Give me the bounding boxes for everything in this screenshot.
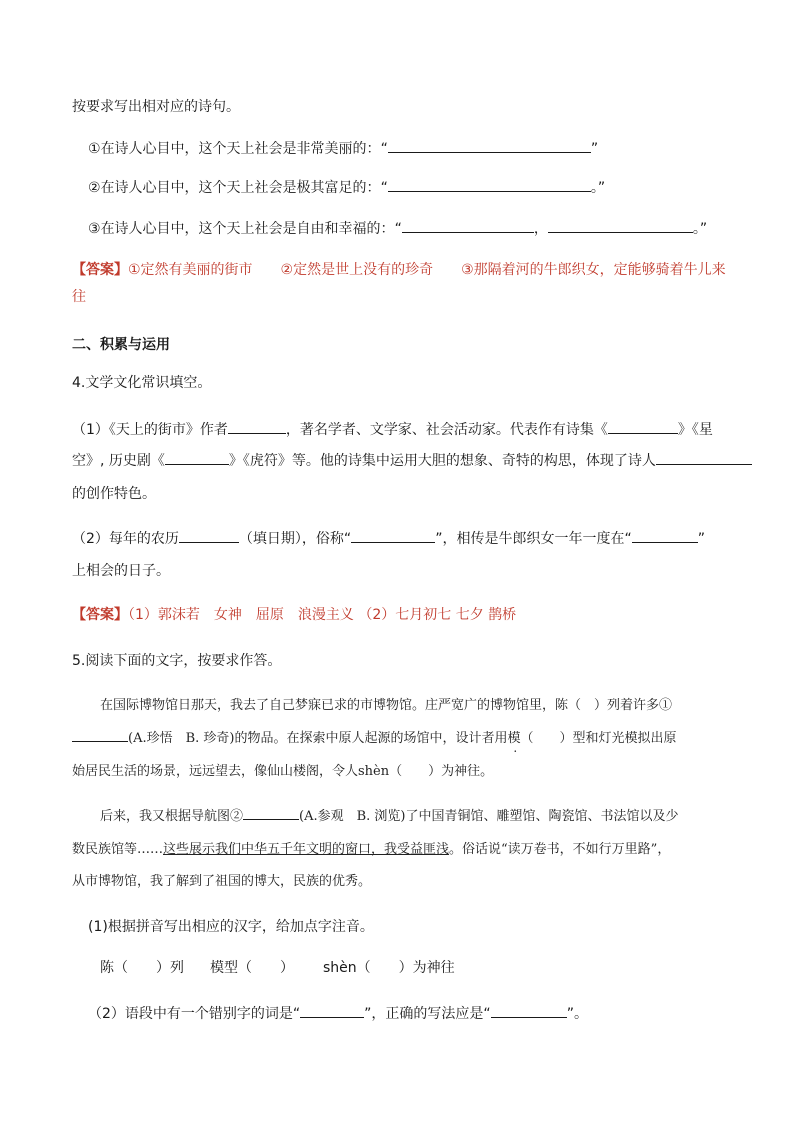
passage-line: 始居民生活的场景，远远望去，像仙山楼阁，令人shèn（ ）为神往。 xyxy=(72,764,494,779)
question-1: ①在诗人心目中，这个天上社会是非常美丽的：“ ” xyxy=(88,138,598,158)
dotted-char: 模 xyxy=(507,731,521,746)
question-3: ③在诗人心目中，这个天上社会是自由和幸福的：“ ， 。” xyxy=(88,218,707,238)
section-heading: 二、积累与运用 xyxy=(72,337,170,353)
answer-blank[interactable] xyxy=(388,177,591,192)
sub-question-1: (1)根据拼音写出相应的汉字，给加点字注音。 xyxy=(88,919,374,935)
question-2: ②在诗人心目中，这个天上社会是极其富足的：“ 。” xyxy=(88,177,605,197)
passage-line: 从市博物馆，我了解到了祖国的博大，民族的优秀。 xyxy=(72,874,372,889)
answer-line: 【答案】①定然有美丽的街市 ②定然是世上没有的珍奇 ③那隔着河的牛郎织女，定能够骑着牛儿来 xyxy=(72,262,726,278)
passage-line: 后来，我又根据导航图② (A.参观 B. 浏览)了中国青铜馆、雕塑馆、陶瓷馆、书法馆以及少 xyxy=(100,805,679,824)
underlined-sentence: 这些展示我们中华五千年文明的窗口，我受益匪浅 xyxy=(163,842,450,857)
answer-blank[interactable] xyxy=(351,528,435,543)
instruction-text: 按要求写出相对应的诗句。 xyxy=(72,99,240,115)
passage-line: (A.珍悟 B. 珍奇)的物品。在探索中原人起源的场馆中，设计者用模（ ）型和灯光模拟出原 xyxy=(72,727,677,746)
answer-blank[interactable] xyxy=(228,419,286,434)
answer-blank[interactable] xyxy=(243,805,299,820)
question-4-part1-line3: 的创作特色。 xyxy=(72,486,156,502)
sub-question-1-item[interactable]: 陈（ ）列 xyxy=(100,960,184,976)
answer-blank[interactable] xyxy=(632,528,698,543)
question-4-part2-line1: （2）每年的农历 （填日期），俗称“ ”，相传是牛郎织女一年一度在“ ” xyxy=(72,528,705,548)
answer-blank[interactable] xyxy=(179,528,239,543)
answer-blank[interactable] xyxy=(656,450,752,465)
sub-question-2: （2）语段中有一个错别字的词是“ ”，正确的写法应是“ ”。 xyxy=(88,1003,588,1023)
answer-blank[interactable] xyxy=(165,450,229,465)
answer-blank[interactable] xyxy=(72,727,128,742)
sub-question-1-item[interactable]: shèn（ ）为神往 xyxy=(323,960,455,976)
passage-line: 数民族馆等……这些展示我们中华五千年文明的窗口，我受益匪浅。俗话说“读万卷书，不如行万里路”， xyxy=(72,842,671,857)
question-4-part2-line2: 上相会的日子。 xyxy=(72,563,170,579)
answer-blank[interactable] xyxy=(300,1003,364,1018)
answer-blank[interactable] xyxy=(402,218,534,233)
answer-blank[interactable] xyxy=(608,419,678,434)
sub-question-1-item[interactable]: 模型（ ） xyxy=(210,960,294,976)
answer-blank[interactable] xyxy=(491,1003,567,1018)
question-4-part1-line2: 空》, 历史剧《 》《虎符》等。他的诗集中运用大胆的想象、奇特的构思，体现了诗人 xyxy=(72,450,752,470)
question-5-title: 5.阅读下面的文字，按要求作答。 xyxy=(72,653,282,669)
answer-line: 【答案】（1）郭沫若 女神 屈原 浪漫主义 （2）七月初七 七夕 鹊桥 xyxy=(72,607,517,623)
question-4-part1-line1: （1）《天上的街市》作者 ，著名学者、文学家、社会活动家。代表作有诗集《 》《星 xyxy=(72,419,713,439)
passage-line: 在国际博物馆日那天，我去了自己梦寐已求的市博物馆。庄严宽广的博物馆里，陈（ ）列着许多① xyxy=(100,698,673,713)
answer-blank[interactable] xyxy=(548,218,693,233)
answer-line-continued: 往 xyxy=(72,289,86,305)
question-4-title: 4.文学文化常识填空。 xyxy=(72,375,212,391)
answer-blank[interactable] xyxy=(388,138,591,153)
